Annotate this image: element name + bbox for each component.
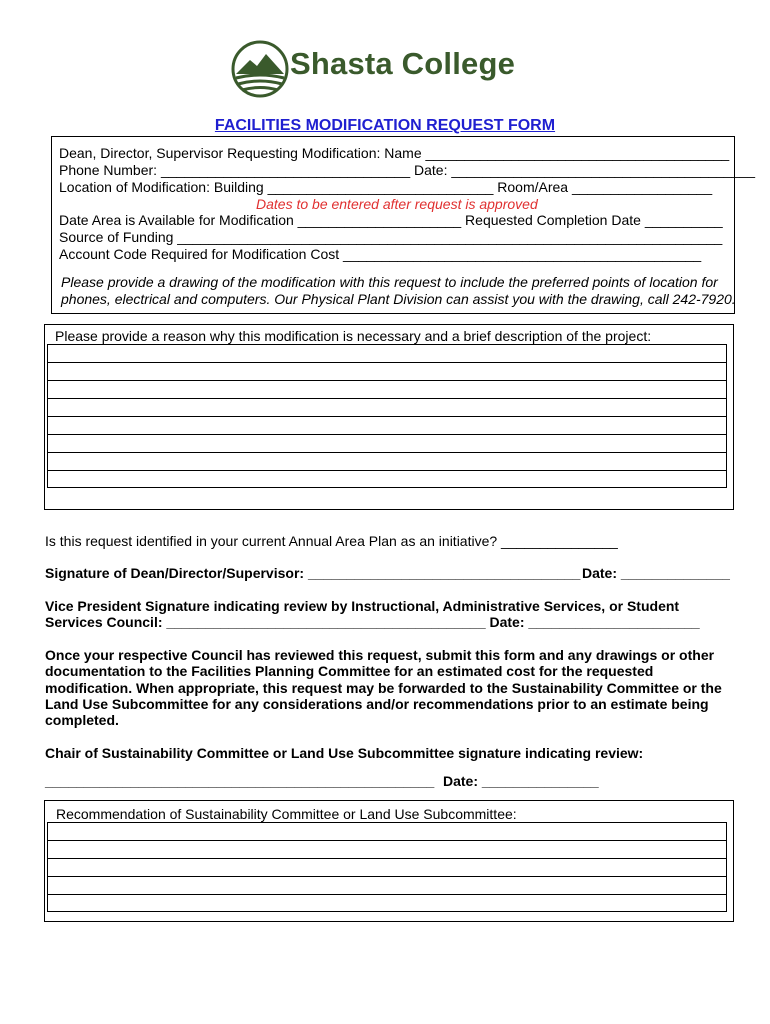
reason-line[interactable] (47, 344, 727, 362)
mountain-logo-icon (230, 38, 290, 100)
recommendation-line[interactable] (47, 876, 727, 894)
reason-line[interactable] (47, 416, 727, 434)
location-field[interactable]: Location of Modification: Building _____________________________ Room/Area __________________ (59, 179, 713, 195)
reason-label: Please provide a reason why this modification is necessary and a brief description of the project: (55, 328, 652, 344)
reason-line[interactable] (47, 398, 727, 416)
recommendation-label: Recommendation of Sustainability Committee or Land Use Subcommittee: (56, 806, 517, 822)
college-name: Shasta College (290, 46, 516, 81)
reason-line[interactable] (47, 452, 727, 470)
recommendation-line[interactable] (47, 840, 727, 858)
recommendation-line[interactable] (47, 858, 727, 876)
funding-field[interactable]: Source of Funding ______________________________________________________________________ (59, 229, 723, 245)
vp-signature-label: Vice President Signature indicating review by Instructional, Administrative Services, or Student (45, 598, 680, 614)
account-code-field[interactable]: Account Code Required for Modification Cost ______________________________________________ (59, 246, 702, 262)
reason-line[interactable] (47, 470, 727, 488)
drawing-note-line-2: phones, electrical and computers. Our Physical Plant Division can assist you with the drawing, call 242-7920. (61, 291, 736, 307)
availability-field[interactable]: Date Area is Available for Modification _____________________ Requested Completion Date __________ (59, 212, 723, 228)
dean-signature-date[interactable]: Date: ______________ (582, 565, 730, 581)
reason-line[interactable] (47, 434, 727, 452)
council-note-line: Once your respective Council has reviewed this request, submit this form and any drawings or other (45, 647, 715, 663)
recommendation-line[interactable] (47, 822, 727, 840)
chair-signature-line[interactable]: __________________________________________________ (45, 773, 435, 789)
council-note-line: Land Use Subcommittee for any considerations and/or recommendations prior to an estimate being (45, 696, 709, 712)
recommendation-line[interactable] (47, 894, 727, 912)
council-note-line: documentation to the Facilities Planning Committee for an estimated cost for the requested (45, 663, 654, 679)
phone-date-field[interactable]: Phone Number: ________________________________ Date: _______________________________________ (59, 162, 756, 178)
vp-signature-field[interactable]: Services Council: _________________________________________ Date: ______________________ (45, 614, 700, 630)
annual-plan-question[interactable]: Is this request identified in your current Annual Area Plan as an initiative? _______________ (45, 533, 618, 549)
drawing-note-line-1: Please provide a drawing of the modification with this request to include the preferred points of location for (61, 274, 718, 290)
dates-note: Dates to be entered after request is approved (256, 196, 538, 212)
council-note-line: completed. (45, 712, 119, 728)
requester-name-field[interactable]: Dean, Director, Supervisor Requesting Modification: Name _______________________________________ (59, 145, 730, 161)
dean-signature-field[interactable]: Signature of Dean/Director/Supervisor: ___________________________________ (45, 565, 581, 581)
form-title: FACILITIES MODIFICATION REQUEST FORM (214, 117, 556, 134)
reason-line[interactable] (47, 380, 727, 398)
council-note-line: modification. When appropriate, this request may be forwarded to the Sustainability Committee or the (45, 680, 722, 696)
chair-signature-label: Chair of Sustainability Committee or Land Use Subcommittee signature indicating review: (45, 745, 644, 761)
reason-line[interactable] (47, 362, 727, 380)
chair-signature-date[interactable]: Date: _______________ (443, 773, 599, 789)
